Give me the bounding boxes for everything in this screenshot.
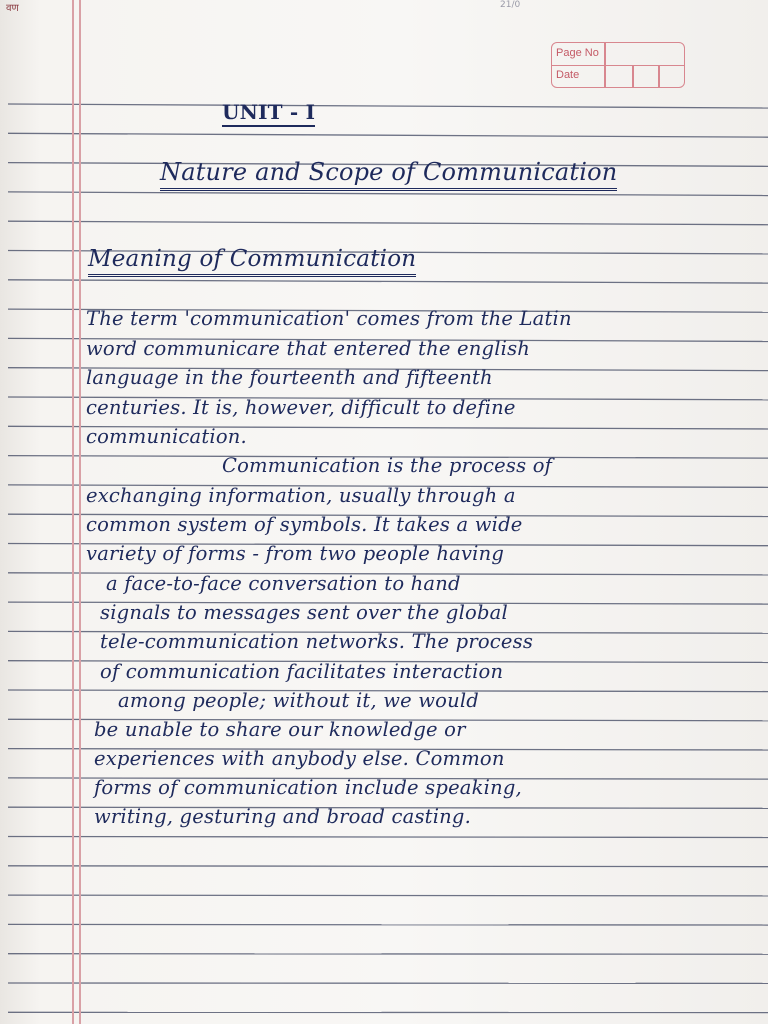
margin-line-inner — [79, 0, 81, 1024]
text-line: language in the fourteenth and fifteenth — [86, 366, 493, 389]
text-line: forms of communication include speaking, — [94, 776, 522, 799]
text-line: common system of symbols. It takes a wide — [86, 513, 523, 536]
rule-line — [8, 837, 768, 838]
text-line: word communicare that entered the english — [86, 337, 531, 360]
rule-line — [8, 866, 768, 867]
page-date-box — [551, 42, 685, 88]
rule-line — [8, 221, 768, 225]
date-row — [552, 65, 684, 87]
text-line: variety of forms - from two people having — [86, 542, 505, 565]
rule-line — [8, 133, 768, 137]
unit-title: UNIT - I — [222, 100, 315, 127]
rule-line — [8, 954, 768, 955]
text-line: experiences with anybody else. Common — [94, 747, 505, 770]
margin-line-outer — [72, 0, 74, 1024]
rule-line — [8, 895, 768, 896]
top-left-mark: वण — [6, 3, 19, 14]
text-line: of communication facilitates interaction — [100, 660, 504, 683]
rule-line — [8, 924, 768, 925]
text-line: a face-to-face conversation to hand — [106, 572, 461, 595]
section-heading: Meaning of Communication — [88, 246, 416, 277]
page-no-label: Page No — [556, 47, 599, 59]
text-line: tele-communication networks. The process — [100, 630, 534, 653]
text-line: The term 'communication' comes from the Latin — [86, 307, 572, 330]
page-no-row — [552, 43, 684, 66]
rule-line — [8, 280, 768, 283]
text-line: communication. — [86, 425, 247, 448]
text-line: writing, gesturing and broad casting. — [94, 805, 471, 828]
text-line: be unable to share our knowledge or — [94, 718, 466, 741]
chapter-title: Nature and Scope of Communication — [160, 158, 617, 191]
text-line: Communication is the process of — [222, 454, 553, 477]
top-right-mark: 21/0 — [500, 0, 521, 10]
date-label: Date — [556, 69, 580, 81]
text-line: signals to messages sent over the global — [100, 601, 508, 624]
rule-line — [8, 104, 768, 108]
text-line: among people; without it, we would — [118, 689, 479, 712]
text-line: exchanging information, usually through a — [86, 484, 516, 507]
text-line: centuries. It is, however, difficult to define — [86, 396, 516, 419]
rule-line — [8, 192, 768, 196]
